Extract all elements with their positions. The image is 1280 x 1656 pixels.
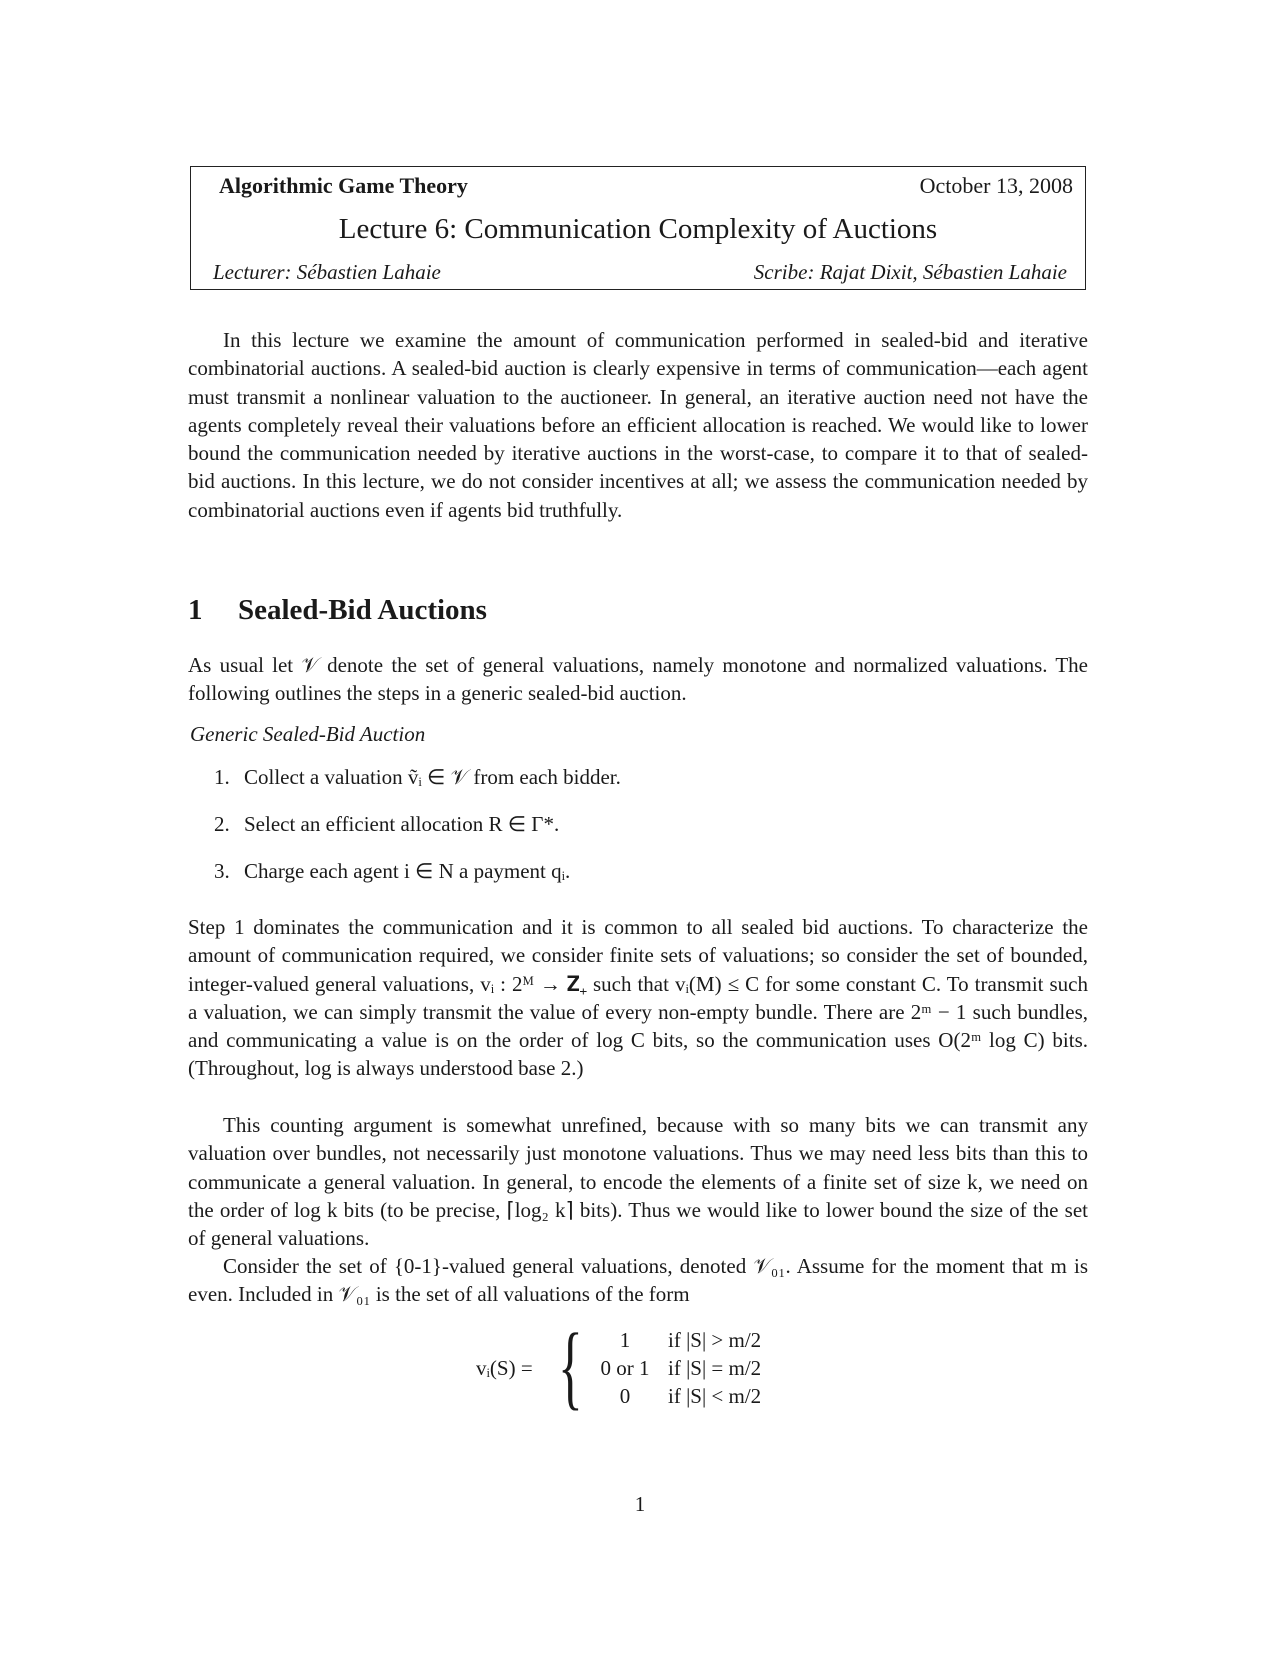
case-value: 0 <box>619 1384 631 1408</box>
intro-paragraph: In this lecture we examine the amount of communication performed in sealed-bid and iterative combinatorial auctions. A sealed-bid auction is clearly expensive in terms of communication—each agent must transmit a nonlinear valuation to the auctioneer. In general, an iterative auction need not have the agents completely reveal their valuations before an efficient allocation is reached. We would like to lower bound the communication needed by iterative auctions in the worst-case, to compare it to that of sealed-bid auctions. In this lecture, we do not consider incentives at all; we assess the communication needed by combinatorial auctions even if agents bid truthfully. <box>188 328 1088 522</box>
valuations-paragraph: As usual let 𝒱 denote the set of general valuations, namely monotone and normalized valuations. The following outlines the steps in a generic sealed-bid auction. <box>188 653 1088 706</box>
course-name: Algorithmic Game Theory <box>219 173 468 198</box>
formula-lhs: vᵢ(S) = <box>476 1356 533 1380</box>
counting-paragraph: This counting argument is somewhat unrefined, because with so many bits we can transmit any valuation over bundles, not necessarily just monotone valuations. Thus we may need less bits than this to communicate a general valuation. In general, to encode the elements of a finite set of size k, we need on the order of log k bits (to be precise, ⌈log₂ k⌉ bits). Thus we would like to lower bound the size of the set of general valuations. <box>188 1113 1088 1251</box>
valuation-formula <box>476 1315 836 1422</box>
step-number: 2. <box>214 812 230 836</box>
algorithm-subheading: Generic Sealed-Bid Auction <box>190 722 426 746</box>
communication-paragraph: Step 1 dominates the communication and it is common to all sealed bid auctions. To characterize the amount of communication required, we consider finite sets of valuations; so consider the set of bounded, integer-valued general valuations, vᵢ : 2ᴹ → 𝐙₊ such that vᵢ(M) ≤ C for some constant C. To transmit such a valuation, we can simply transmit the value of every non-empty bundle. There are 2ᵐ − 1 such bundles, and communicating a value is on the order of log C bits, so the communication uses O(2ᵐ log C) bits. (Throughout, log is always understood base 2.) <box>188 915 1088 1081</box>
algorithm-steps <box>214 765 621 906</box>
formula-case <box>582 1328 761 1356</box>
left-brace-icon: { <box>558 1315 583 1419</box>
list-item <box>214 765 621 812</box>
zero-one-paragraph: Consider the set of {0-1}-valued general valuations, denoted 𝒱₀₁. Assume for the moment that m is even. Included in 𝒱₀₁ is the set of all valuations of the form <box>188 1254 1088 1307</box>
case-value: 1 <box>619 1328 631 1352</box>
step-text: Charge each agent i ∈ N a payment qᵢ. <box>244 859 571 883</box>
case-value: 0 or 1 <box>600 1356 650 1380</box>
lecturer-name: Lecturer: Sébastien Lahaie <box>213 260 441 284</box>
case-condition: if |S| = m/2 <box>668 1356 762 1380</box>
section-heading <box>188 594 487 627</box>
page-number: 1 <box>634 1492 646 1516</box>
step-text: Collect a valuation ṽᵢ ∈ 𝒱 from each bidder. <box>244 765 621 789</box>
list-item <box>214 859 621 906</box>
lecture-title: Lecture 6: Communication Complexity of Auctions <box>338 213 938 245</box>
formula-case <box>582 1384 761 1412</box>
lecture-date: October 13, 2008 <box>919 173 1073 198</box>
section-number: 1 <box>188 594 203 626</box>
step-number: 1. <box>214 765 230 789</box>
step-number: 3. <box>214 859 230 883</box>
formula-case <box>582 1356 761 1384</box>
step-text: Select an efficient allocation R ∈ Γ*. <box>244 812 560 836</box>
lecture-header-box <box>190 166 1086 290</box>
list-item <box>214 812 621 859</box>
case-condition: if |S| < m/2 <box>668 1384 762 1408</box>
case-condition: if |S| > m/2 <box>668 1328 762 1352</box>
section-title: Sealed-Bid Auctions <box>238 594 487 626</box>
scribe-names: Scribe: Rajat Dixit, Sébastien Lahaie <box>753 260 1067 284</box>
